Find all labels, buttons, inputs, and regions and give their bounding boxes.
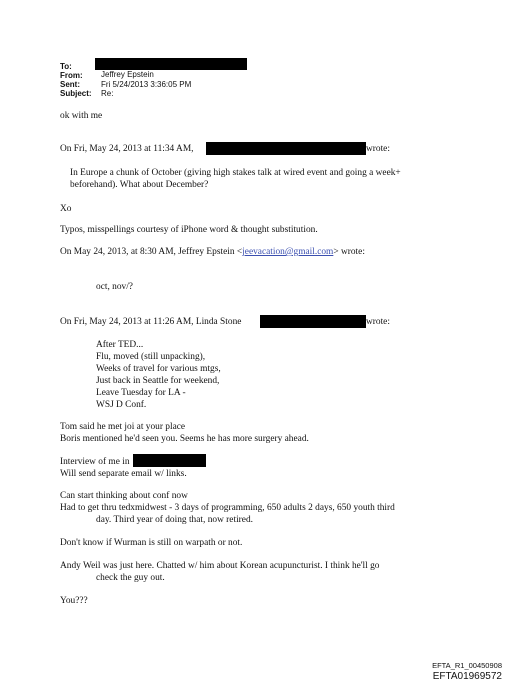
quote3-wrote: wrote: (366, 317, 390, 327)
andy-line1: Andy Weil was just here. Chatted w/ him about Korean acupuncturist. I think he'll go (60, 561, 380, 571)
subject-label: Subject: (60, 89, 92, 98)
redaction-publication (133, 454, 206, 467)
bates-id-2: EFTA01969572 (432, 671, 502, 682)
interview-text: Interview of me in (60, 457, 130, 467)
reply-text: ok with me (60, 111, 103, 121)
list-item: After TED... (96, 340, 144, 350)
email-link[interactable]: jeevacation@gmail.com (242, 247, 334, 257)
quote2-header (60, 247, 365, 259)
bates-id-1: EFTA_R1_00450908 (432, 661, 502, 670)
tedx-line1: Had to get thru tedxmidwest - 3 days of programming, 650 adults 2 days, 650 youth third (60, 503, 395, 513)
list-item: Just back in Seattle for weekend, (96, 376, 220, 386)
to-label: To: (60, 62, 72, 71)
andy-line2: check the guy out. (96, 573, 165, 583)
quote1-wrote: wrote: (366, 144, 390, 154)
redaction-to (95, 58, 247, 70)
list-item: WSJ D Conf. (96, 400, 147, 410)
quote2-prefix: On May 24, 2013, at 8:30 AM, Jeffrey Epstein < (60, 247, 243, 257)
sent-value: Fri 5/24/2013 3:36:05 PM (101, 80, 192, 89)
separate-email-text: Will send separate email w/ links. (60, 469, 187, 479)
quote2-text: oct, nov/? (96, 282, 133, 292)
typos-text: Typos, misspellings courtesy of iPhone word & thought substitution. (60, 225, 318, 235)
redaction-sender-1 (206, 142, 366, 155)
from-value: Jeffrey Epstein (101, 70, 154, 79)
quote3-header: On Fri, May 24, 2013 at 11:26 AM, Linda Stone (60, 317, 242, 327)
quote2-suffix: > wrote: (333, 247, 365, 257)
boris-text: Boris mentioned he'd seen you. Seems he has more surgery ahead. (60, 434, 309, 444)
quote1-header: On Fri, May 24, 2013 at 11:34 AM, (60, 144, 194, 154)
from-label: From: (60, 71, 83, 80)
redaction-sender-2 (260, 315, 366, 328)
quote1-line2: beforehand). What about December? (70, 180, 209, 190)
sent-label: Sent: (60, 80, 80, 89)
can-start-text: Can start thinking about conf now (60, 491, 188, 501)
list-item: Flu, moved (still unpacking), (96, 352, 206, 362)
list-item: Leave Tuesday for LA - (96, 388, 186, 398)
subject-value: Re: (101, 89, 114, 98)
list-item: Weeks of travel for various mtgs, (96, 364, 221, 374)
tom-text: Tom said he met joi at your place (60, 422, 186, 432)
wurman-text: Don't know if Wurman is still on warpath or not. (60, 538, 243, 548)
quote1-line1: In Europe a chunk of October (giving high stakes talk at wired event and going a week+ (70, 168, 401, 178)
xo-text: Xo (60, 204, 72, 214)
you-text: You??? (60, 596, 88, 606)
tedx-line2: day. Third year of doing that, now retired. (96, 515, 253, 525)
